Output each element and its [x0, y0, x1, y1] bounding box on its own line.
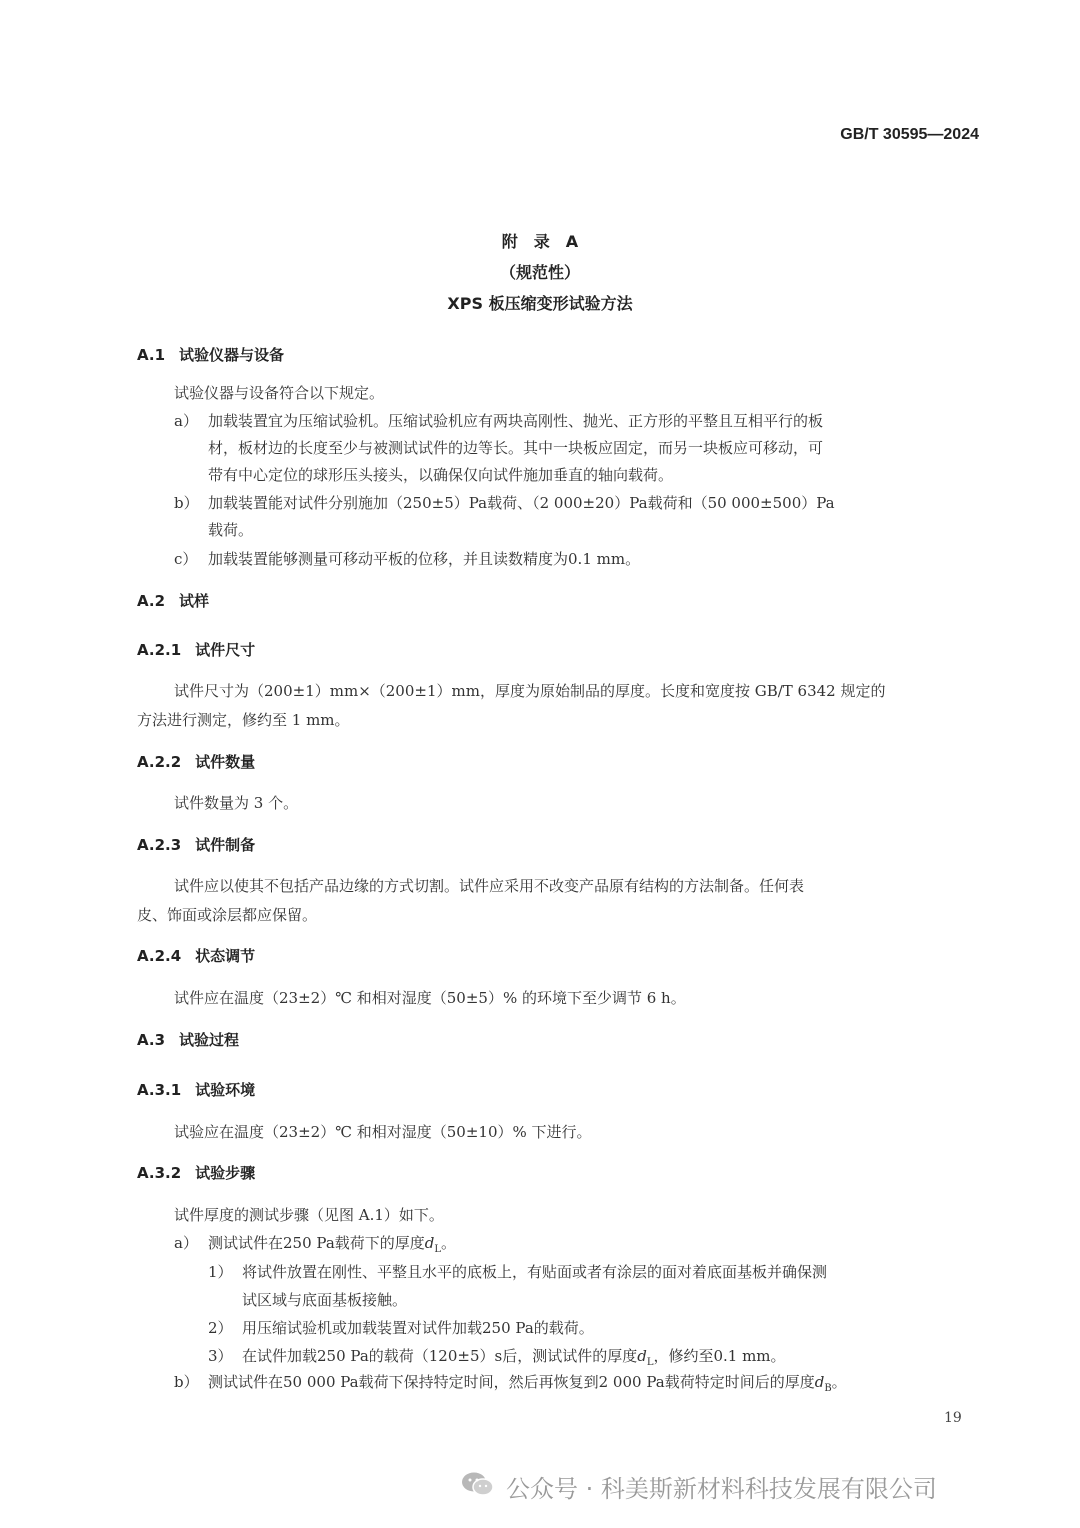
section-title: 试验仪器与设备 [179, 346, 285, 364]
annex-nature: （规范性） [499, 263, 580, 282]
annex-name: XPS 板压缩变形试验方法 [447, 294, 633, 313]
section-number: A.3 [137, 1031, 166, 1049]
paragraph-line: 方法进行测定，修约至 1 mm。 [137, 711, 350, 729]
paragraph-text: 在试件加载250 Pa的载荷（120±5）s后，测试试件的厚度 [242, 1347, 638, 1365]
paragraph-line: 带有中心定位的球形压头接头，以确保仅向试件施加垂直的轴向载荷。 [208, 466, 674, 484]
a1-item-a [174, 410, 823, 431]
section-title: 试验环境 [195, 1081, 256, 1099]
section-title: 状态调节 [195, 947, 256, 965]
paragraph-text: 测试试件在250 Pa载荷下的厚度 [208, 1234, 425, 1252]
section-title: 试件制备 [195, 836, 256, 854]
list-marker: 1） [208, 1263, 233, 1281]
paragraph-text: 测试试件在50 000 Pa载荷下保持特定时间，然后再恢复到2 000 Pa载荷特定时间后的厚度 [208, 1373, 815, 1391]
paragraph-line: 加载装置宜为压缩试验机。压缩试验机应有两块高刚性、抛光、正方形的平整且互相平行的板 [208, 412, 824, 430]
list-marker: c） [174, 550, 198, 568]
variable-symbol: d [424, 1234, 435, 1252]
section-title: 试样 [179, 592, 210, 610]
a32-step-3 [208, 1345, 786, 1368]
section-number: A.2.2 [137, 753, 182, 771]
section-title: 试件尺寸 [195, 641, 256, 659]
paragraph-line: 加载装置能够测量可移动平板的位移，并且读数精度为0.1 mm。 [208, 550, 641, 568]
paragraph-line: 用压缩试验机或加载装置对试件加载250 Pa的载荷。 [242, 1319, 594, 1337]
paragraph-text: ，修约至0.1 mm。 [653, 1347, 786, 1365]
section-number: A.2.3 [137, 836, 182, 854]
paragraph-line: 试件应以使其不包括产品边缘的方式切割。试件应采用不改变产品原有结构的方法制备。任何表 [174, 877, 805, 895]
section-a23-heading [137, 834, 255, 855]
a32-step-2 [208, 1317, 594, 1338]
punctuation: 。 [441, 1234, 457, 1252]
paragraph-line: 皮、饰面或涂层都应保留。 [137, 906, 318, 924]
section-number: A.2 [137, 592, 166, 610]
page-number: 19 [944, 1410, 962, 1426]
variable-subscript: L [434, 1244, 442, 1255]
list-marker: a） [174, 1234, 198, 1252]
paragraph-line: 载荷。 [208, 521, 254, 539]
section-a1-heading [137, 344, 284, 365]
section-title: 试件数量 [195, 753, 256, 771]
section-number: A.3.2 [137, 1164, 182, 1182]
paragraph-line: 加载装置能对试件分别施加（250±5）Pa载荷、（2 000±20）Pa载荷和（50 000±500）Pa [208, 494, 835, 512]
a1-item-b [174, 492, 835, 513]
section-title: 试验过程 [179, 1031, 240, 1049]
section-a31-heading [137, 1079, 255, 1100]
section-number: A.3.1 [137, 1081, 182, 1099]
section-a22-heading [137, 751, 255, 772]
section-number: A.1 [137, 346, 166, 364]
a32-step-1 [208, 1261, 827, 1282]
section-number: A.2.1 [137, 641, 182, 659]
section-number: A.2.4 [137, 947, 182, 965]
annex-title: 附 录 A [501, 232, 579, 251]
paragraph-line: 材，板材边的长度至少与被测试试件的边等长。其中一块板应固定，而另一块板应可移动，可 [208, 439, 824, 457]
wechat-icon [460, 1470, 496, 1498]
variable-subscript: B [824, 1383, 832, 1394]
section-a21-heading [137, 639, 255, 660]
paragraph-line: 试件数量为 3 个。 [174, 794, 299, 812]
section-a24-heading [137, 945, 255, 966]
paragraph-line: 试件尺寸为（200±1）mm×（200±1）mm，厚度为原始制品的厚度。长度和宽度按 GB/T 6342 规定的 [174, 682, 886, 700]
list-marker: 3） [208, 1347, 233, 1365]
a32-item-a [174, 1232, 456, 1255]
list-marker: 2） [208, 1319, 233, 1337]
a1-intro: 试验仪器与设备符合以下规定。 [174, 384, 385, 402]
section-title: 试验步骤 [195, 1164, 256, 1182]
a32-intro: 试件厚度的测试步骤（见图 A.1）如下。 [174, 1206, 444, 1224]
list-marker: b） [174, 494, 199, 512]
variable-symbol: d [637, 1347, 647, 1365]
variable-symbol: d [814, 1373, 825, 1391]
list-marker: b） [174, 1373, 199, 1391]
paragraph-line: 试验应在温度（23±2）℃ 和相对湿度（50±10）% 下进行。 [174, 1123, 592, 1141]
section-a32-heading [137, 1162, 255, 1183]
paragraph-line: 试区域与底面基板接触。 [242, 1291, 408, 1309]
paragraph-line: 试件应在温度（23±2）℃ 和相对湿度（50±5）% 的环境下至少调节 6 h。 [174, 989, 686, 1007]
watermark-text: 公众号 · 科美斯新材料科技发展有限公司 [506, 1475, 937, 1503]
a1-item-c [174, 548, 640, 569]
paragraph-line: 将试件放置在刚性、平整且水平的底板上，有贴面或者有涂层的面对着底面基板并确保测 [242, 1263, 828, 1281]
section-a3-heading [137, 1029, 239, 1050]
standard-number: GB/T 30595—2024 [840, 126, 979, 143]
section-a2-heading [137, 590, 209, 611]
variable-subscript: L [646, 1357, 654, 1368]
a32-item-b [174, 1371, 847, 1394]
list-marker: a） [174, 412, 198, 430]
punctuation: 。 [831, 1373, 847, 1391]
